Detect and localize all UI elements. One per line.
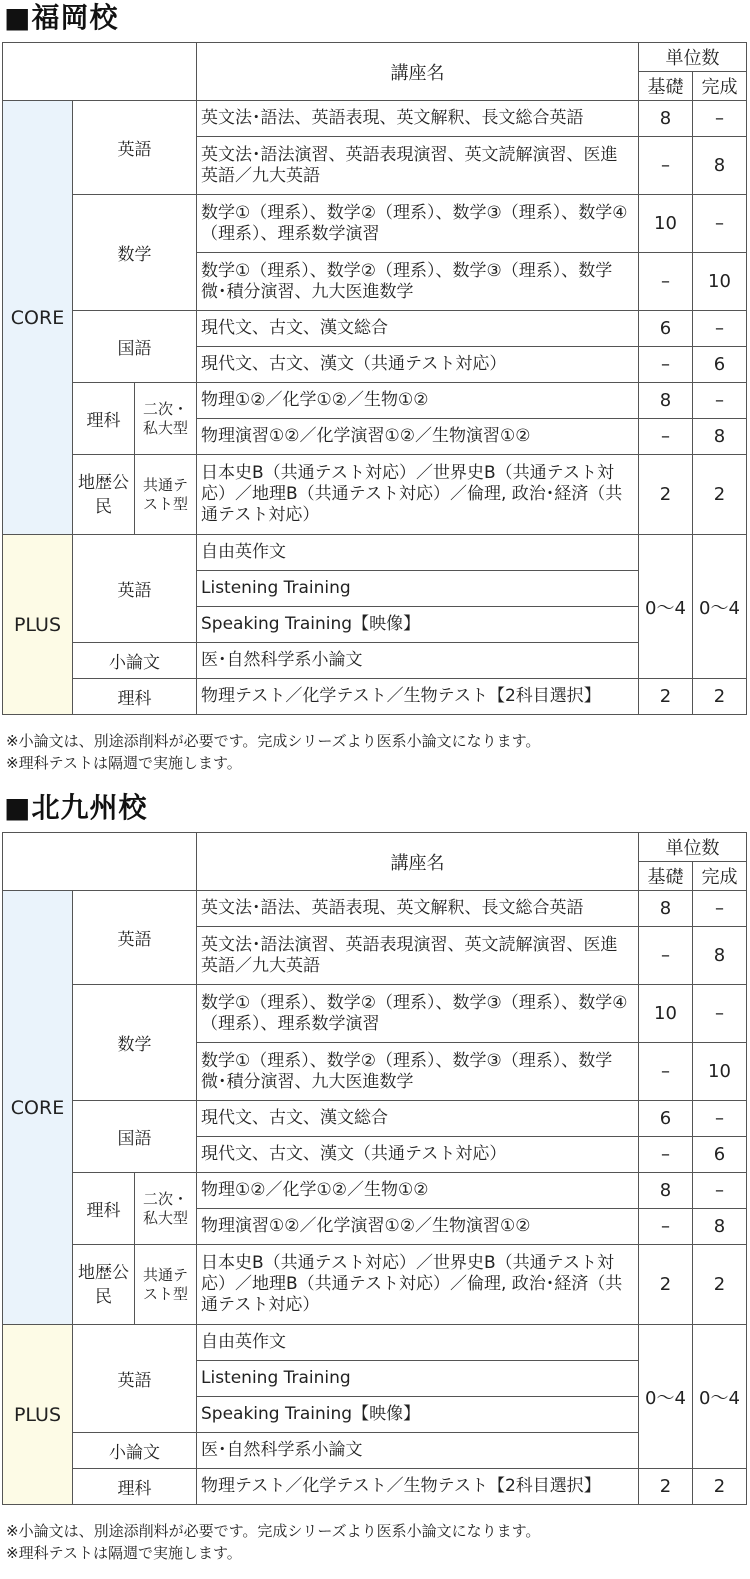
basic-units: 8: [639, 101, 693, 137]
social-type-label: 共通テスト型: [135, 1245, 197, 1325]
note-essay-fee: ※小論文は、別途添削料が必要です。完成シリーズより医系小論文になります。: [6, 732, 541, 750]
basic-units: 10: [639, 985, 693, 1043]
basic-units: 0〜4: [639, 1325, 693, 1469]
table-header-row: [3, 833, 747, 862]
basic-units: –: [639, 1209, 693, 1245]
campus-title: ■福岡校: [4, 1, 119, 34]
complete-units: 2: [693, 455, 747, 535]
course-name: 英文法･語法、英語表現、英文解釈、長文総合英語: [197, 101, 639, 137]
course-name: 自由英作文: [197, 535, 639, 571]
basic-units: 8: [639, 891, 693, 927]
complete-units: 10: [693, 253, 747, 311]
table-row: [3, 1433, 747, 1469]
table-row: [3, 679, 747, 715]
course-name: 数学①（理系）、数学②（理系）、数学③（理系）、数学④（理系）、理系数学演習: [197, 985, 639, 1043]
course-name: 数学①（理系）、数学②（理系）、数学③（理系）、数学④（理系）、理系数学演習: [197, 195, 639, 253]
table-row: [3, 1101, 747, 1137]
basic-units: –: [639, 253, 693, 311]
course-name: Listening Training: [197, 571, 639, 607]
table-row: [3, 1325, 747, 1361]
course-table: [2, 832, 747, 1505]
subject-japanese: 国語: [73, 1101, 197, 1173]
science-type-label: 二次・私大型: [135, 383, 197, 455]
subject-social: 地歴公民: [73, 455, 135, 535]
units-header: 単位数: [639, 833, 747, 862]
subject-science-plus: 理科: [73, 679, 197, 715]
complete-units: 8: [693, 137, 747, 195]
notes: [6, 730, 540, 774]
subject-science: 理科: [73, 383, 135, 455]
course-name: 日本史B（共通テスト対応）／世界史B（共通テスト対応）／地理B（共通テスト対応）／倫理, 政治･経済（共通テスト対応）: [197, 1245, 639, 1325]
basic-units: 2: [639, 1469, 693, 1505]
complete-units: 0〜4: [693, 535, 747, 679]
course-name-header: 講座名: [197, 43, 639, 101]
table-row: [3, 101, 747, 137]
table-row: [3, 383, 747, 419]
basic-units: –: [639, 137, 693, 195]
core-group-label: CORE: [3, 101, 73, 535]
course-name: 英文法･語法、英語表現、英文解釈、長文総合英語: [197, 891, 639, 927]
course-name: 現代文、古文、漢文（共通テスト対応）: [197, 1137, 639, 1173]
table-row: [3, 535, 747, 571]
basic-units: 10: [639, 195, 693, 253]
course-name: 自由英作文: [197, 1325, 639, 1361]
complete-units: 8: [693, 927, 747, 985]
course-name: 現代文、古文、漢文総合: [197, 1101, 639, 1137]
table-row: [3, 643, 747, 679]
course-name: 物理テスト／化学テスト／生物テスト【2科目選択】: [197, 1469, 639, 1505]
complete-units: –: [693, 891, 747, 927]
subject-english-plus: 英語: [73, 1325, 197, 1433]
course-name: Listening Training: [197, 1361, 639, 1397]
subject-math: 数学: [73, 985, 197, 1101]
table-row: [3, 1173, 747, 1209]
course-name: 日本史B（共通テスト対応）／世界史B（共通テスト対応）／地理B（共通テスト対応）／倫理, 政治･経済（共通テスト対応）: [197, 455, 639, 535]
complete-units: 2: [693, 1469, 747, 1505]
subject-english: 英語: [73, 891, 197, 985]
course-name: 数学①（理系）、数学②（理系）、数学③（理系）、数学微･積分演習、九大医進数学: [197, 253, 639, 311]
table-header-row: [3, 43, 747, 72]
basic-units: –: [639, 419, 693, 455]
course-name: 現代文、古文、漢文総合: [197, 311, 639, 347]
subject-essay: 小論文: [73, 643, 197, 679]
subject-science: 理科: [73, 1173, 135, 1245]
subject-math: 数学: [73, 195, 197, 311]
table-row: [3, 985, 747, 1043]
complete-header: 完成: [693, 72, 747, 101]
course-name: 現代文、古文、漢文（共通テスト対応）: [197, 347, 639, 383]
complete-units: 10: [693, 1043, 747, 1101]
complete-units: –: [693, 311, 747, 347]
basic-units: –: [639, 347, 693, 383]
basic-units: 8: [639, 1173, 693, 1209]
complete-units: –: [693, 101, 747, 137]
subject-english-plus: 英語: [73, 535, 197, 643]
course-name: 医･自然科学系小論文: [197, 1433, 639, 1469]
subject-essay: 小論文: [73, 1433, 197, 1469]
units-header: 単位数: [639, 43, 747, 72]
header-blank-cell: [3, 833, 197, 891]
subject-science-plus: 理科: [73, 1469, 197, 1505]
complete-units: 6: [693, 347, 747, 383]
course-name-header: 講座名: [197, 833, 639, 891]
basic-units: –: [639, 1137, 693, 1173]
note-science-test: ※理科テストは隔週で実施します。: [6, 1544, 242, 1562]
complete-units: –: [693, 383, 747, 419]
basic-units: –: [639, 1043, 693, 1101]
table-row: [3, 891, 747, 927]
complete-units: 2: [693, 1245, 747, 1325]
course-name: 物理テスト／化学テスト／生物テスト【2科目選択】: [197, 679, 639, 715]
course-name: 数学①（理系）、数学②（理系）、数学③（理系）、数学微･積分演習、九大医進数学: [197, 1043, 639, 1101]
table-row: [3, 1245, 747, 1325]
complete-units: 2: [693, 679, 747, 715]
basic-units: 6: [639, 1101, 693, 1137]
table-row: [3, 311, 747, 347]
subject-japanese: 国語: [73, 311, 197, 383]
basic-units: 0〜4: [639, 535, 693, 679]
complete-header: 完成: [693, 862, 747, 891]
note-essay-fee: ※小論文は、別途添削料が必要です。完成シリーズより医系小論文になります。: [6, 1522, 541, 1540]
science-type-label: 二次・私大型: [135, 1173, 197, 1245]
course-name: 物理演習①②／化学演習①②／生物演習①②: [197, 1209, 639, 1245]
complete-units: 0〜4: [693, 1325, 747, 1469]
complete-units: –: [693, 1101, 747, 1137]
course-name: Speaking Training【映像】: [197, 607, 639, 643]
course-name: 英文法･語法演習、英語表現演習、英文読解演習、医進英語／九大英語: [197, 137, 639, 195]
course-name: 物理①②／化学①②／生物①②: [197, 1173, 639, 1209]
course-name: 英文法･語法演習、英語表現演習、英文読解演習、医進英語／九大英語: [197, 927, 639, 985]
basic-units: 2: [639, 679, 693, 715]
course-name: 医･自然科学系小論文: [197, 643, 639, 679]
course-name: 物理演習①②／化学演習①②／生物演習①②: [197, 419, 639, 455]
subject-english: 英語: [73, 101, 197, 195]
header-blank-cell: [3, 43, 197, 101]
basic-header: 基礎: [639, 72, 693, 101]
course-name: 物理①②／化学①②／生物①②: [197, 383, 639, 419]
complete-units: –: [693, 195, 747, 253]
core-group-label: CORE: [3, 891, 73, 1325]
complete-units: 8: [693, 1209, 747, 1245]
complete-units: 6: [693, 1137, 747, 1173]
note-science-test: ※理科テストは隔週で実施します。: [6, 754, 242, 772]
course-name: Speaking Training【映像】: [197, 1397, 639, 1433]
basic-units: 6: [639, 311, 693, 347]
complete-units: 8: [693, 419, 747, 455]
table-row: [3, 455, 747, 535]
notes: [6, 1520, 540, 1564]
complete-units: –: [693, 1173, 747, 1209]
basic-units: 2: [639, 1245, 693, 1325]
basic-units: –: [639, 927, 693, 985]
complete-units: –: [693, 985, 747, 1043]
campus-title: ■北九州校: [4, 791, 148, 824]
basic-units: 2: [639, 455, 693, 535]
subject-social: 地歴公民: [73, 1245, 135, 1325]
basic-header: 基礎: [639, 862, 693, 891]
table-row: [3, 195, 747, 253]
table-row: [3, 1469, 747, 1505]
plus-group-label: PLUS: [3, 535, 73, 715]
basic-units: 8: [639, 383, 693, 419]
social-type-label: 共通テスト型: [135, 455, 197, 535]
course-table: [2, 42, 747, 715]
plus-group-label: PLUS: [3, 1325, 73, 1505]
